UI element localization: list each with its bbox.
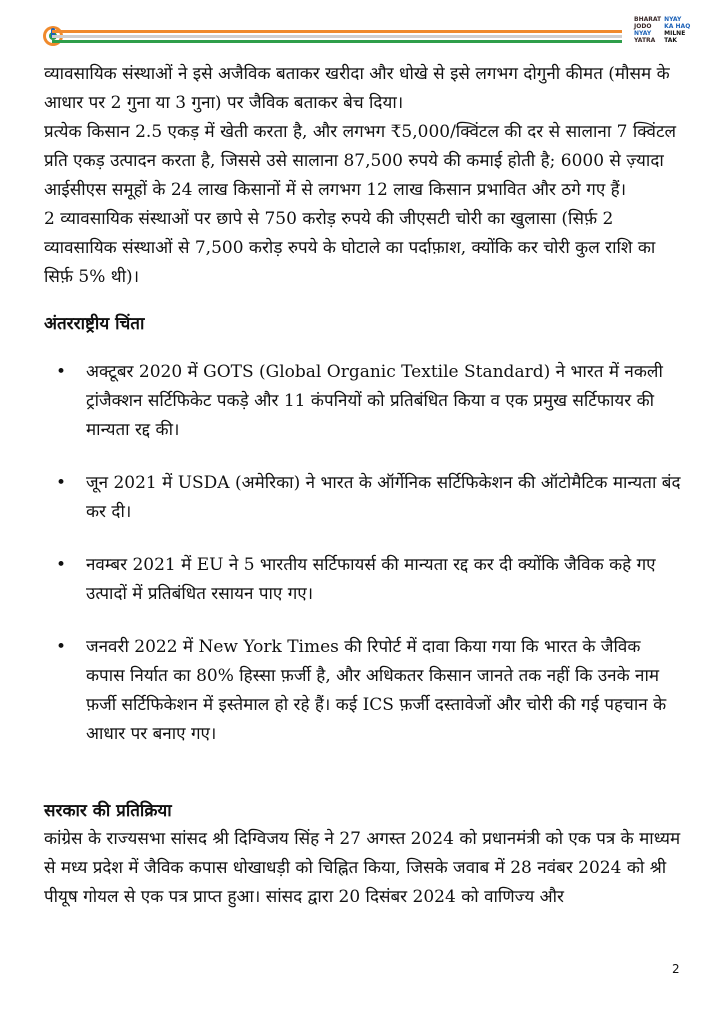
list-item-text: जनवरी 2022 में New York Times की रिपोर्ट में दावा किया गया कि भारत के जैविक कपास निर्यात का 80% हिस्सा फ़र्जी है, और अधिकतर किसान जानते तक नहीं कि उनके नाम फ़र्जी सर्टिफिकेशन में इस्तेमाल हो रहे हैं। कई ICS फ़र्जी दस्तावेजों और चोरी की गई पहचान के आधार पर बनाए गए।	[86, 637, 667, 744]
bharat-jodo-nyay-yatra-logo	[634, 16, 694, 60]
bullet-icon: •	[56, 473, 67, 493]
logo-line: NYAY	[634, 30, 652, 37]
section-heading-government: सरकार की प्रतिक्रिया	[44, 801, 172, 821]
list-item	[44, 469, 684, 527]
intro-paragraph: व्यावसायिक संस्थाओं ने इसे अजैविक बताकर खरीदा और धोखे से इसे लगभग दोगुनी कीमत (मौसम के आधार पर 2 गुना या 3 गुना) पर जैविक बताकर बेच दिया।	[44, 64, 670, 113]
list-item	[44, 633, 684, 749]
tricolor-header-stripes	[52, 30, 622, 44]
logo-line: JODO	[634, 23, 652, 30]
list-item	[44, 551, 684, 609]
section-heading-international: अंतरराष्ट्रीय चिंता	[44, 314, 145, 334]
list-item-text: जून 2021 में USDA (अमेरिका) ने भारत के ऑर्गेनिक सर्टिफिकेशन की ऑटोमैटिक मान्यता बंद कर दी।	[86, 473, 681, 522]
logo-line: YATRA	[634, 37, 656, 44]
bullet-icon: •	[56, 555, 67, 575]
logo-line: KA HAQ	[664, 23, 691, 30]
document-body	[44, 60, 684, 912]
government-paragraph: कांग्रेस के राज्यसभा सांसद श्री दिग्विजय सिंह ने 27 अगस्त 2024 को प्रधानमंत्री को एक पत्र के माध्यम से मध्य प्रदेश में जैविक कपास धोखाधड़ी को चिह्नित किया, जिसके जवाब में 28 नवंबर 2024 को श्री पीयूष गोयल से एक पत्र प्राप्त हुआ। सांसद द्वारा 20 दिसंबर 2024 को वाणिज्य और	[44, 829, 681, 907]
page-number: 2	[672, 962, 680, 976]
logo-line: TAK	[664, 37, 678, 44]
intro-paragraph: 2 व्यावसायिक संस्थाओं पर छापे से 750 करोड़ रुपये की जीएसटी चोरी का खुलासा (सिर्फ़ 2 व्यावसायिक संस्थाओं से 7,500 करोड़ रुपये के घोटाले का पर्दाफ़ाश, क्योंकि कर चोरी कुल राशि का सिर्फ़ 5% थी)।	[44, 209, 656, 287]
list-item	[44, 358, 684, 445]
green-stripe	[52, 40, 622, 43]
bullet-icon: •	[56, 637, 67, 657]
bullet-icon: •	[56, 362, 67, 382]
logo-line: MILNE	[664, 30, 686, 37]
logo-line: BHARAT	[634, 16, 662, 23]
saffron-stripe	[52, 30, 622, 33]
intro-paragraph: प्रत्येक किसान 2.5 एकड़ में खेती करता है, और लगभग ₹5,000/क्विंटल की दर से सालाना 7 क्विंटल प्रति एकड़ उत्पादन करता है, जिससे उसे सालाना 87,500 रुपये की कमाई होती है; 6000 से ज़्यादा आईसीएस समूहों के 24 लाख किसानों में से लगभग 12 लाख किसान प्रभावित और ठगे गए हैं।	[44, 122, 677, 200]
list-item-text: अक्टूबर 2020 में GOTS (Global Organic Textile Standard) ने भारत में नकली ट्रांजैक्शन सर्टिफिकेट पकड़े और 11 कंपनियों को प्रतिबंधित किया व एक प्रमुख सर्टिफायर की मान्यता रद्द की।	[86, 362, 663, 440]
white-stripe	[52, 35, 622, 38]
logo-line: NYAY	[664, 16, 682, 23]
international-concerns-list	[44, 358, 684, 749]
list-item-text: नवम्बर 2021 में EU ने 5 भारतीय सर्टिफायर्स की मान्यता रद्द कर दी क्योंकि जैविक कहे गए उत्पादों में प्रतिबंधित रसायन पाए गए।	[86, 555, 656, 604]
